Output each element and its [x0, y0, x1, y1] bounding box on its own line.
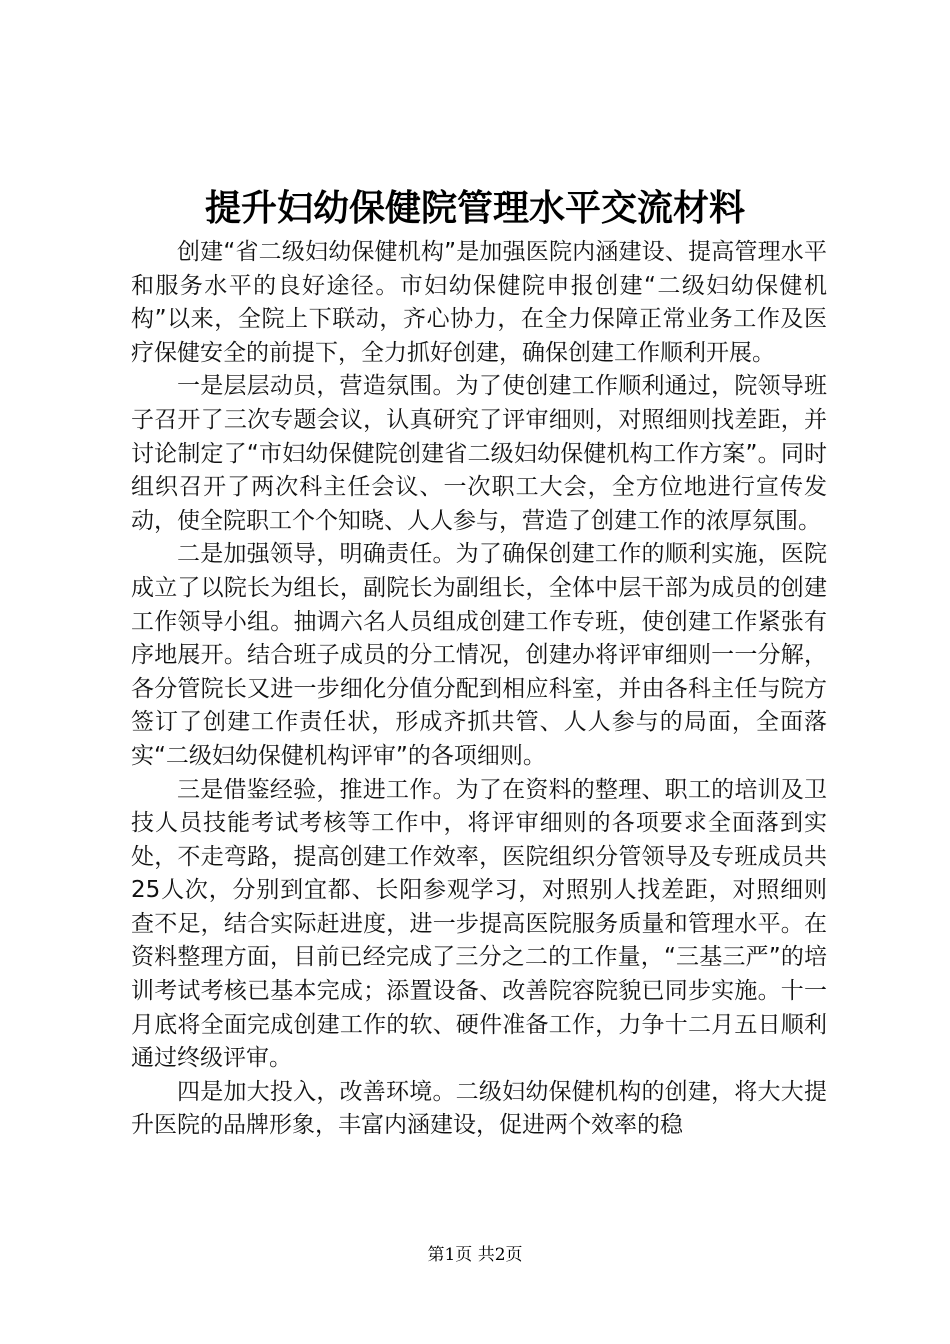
paragraph-four: 四是加大投入，改善环境。二级妇幼保健机构的创建，将大大提升医院的品牌形象，丰富内涵建设，促进两个效率的稳 — [131, 1078, 827, 1139]
paragraph-two: 二是加强领导，明确责任。为了确保创建工作的顺利实施，医院成立了以院长为组长，副院长为副组长，全体中层干部为成员的创建工作领导小组。抽调六名人员组成创建工作专班，使创建工作紧张有序地展开。结合班子成员的分工情况，创建办将评审细则一一分解，各分管院长又进一步细化分值分配到相应科室，并由各科主任与院方签订了创建工作责任状，形成齐抓共管、人人参与的局面，全面落实“二级妇幼保健机构评审”的各项细则。 — [131, 541, 827, 769]
paragraph-three: 三是借鉴经验，推进工作。为了在资料的整理、职工的培训及卫技人员技能考试考核等工作中，将评审细则的各项要求全面落到实处，不走弯路，提高创建工作效率，医院组织分管领导及专班成员共25人次，分别到宜都、长阳参观学习，对照别人找差距，对照细则查不足，结合实际赶进度，进一步提高医院服务质量和管理水平。在资料整理方面，目前已经完成了三分之二的工作量，“三基三严”的培训考试考核已基本完成；添置设备、改善院容院貌已同步实施。十一月底将全面完成创建工作的软、硬件准备工作，力争十二月五日顺利通过终级评审。 — [131, 776, 827, 1072]
document-title: 提升妇幼保健院管理水平交流材料 — [204, 187, 745, 229]
paragraph-intro: 创建“省二级妇幼保健机构”是加强医院内涵建设、提高管理水平和服务水平的良好途径。市妇幼保健院申报创建“二级妇幼保健机构”以来，全院上下联动，齐心协力，在全力保障正常业务工作及医疗保健安全的前提下，全力抓好创建，确保创建工作顺利开展。 — [131, 239, 827, 366]
document-body — [131, 236, 827, 1143]
page-number-footer: 第1页 共2页 — [427, 1245, 523, 1265]
paragraph-one: 一是层层动员，营造氛围。为了使创建工作顺利通过，院领导班子召开了三次专题会议，认真研究了评审细则，对照细则找差距，并讨论制定了“市妇幼保健院创建省二级妇幼保健机构工作方案”。同时组织召开了两次科主任会议、一次职工大会，全方位地进行宣传发动，使全院职工个个知晓、人人参与，营造了创建工作的浓厚氛围。 — [131, 373, 827, 534]
